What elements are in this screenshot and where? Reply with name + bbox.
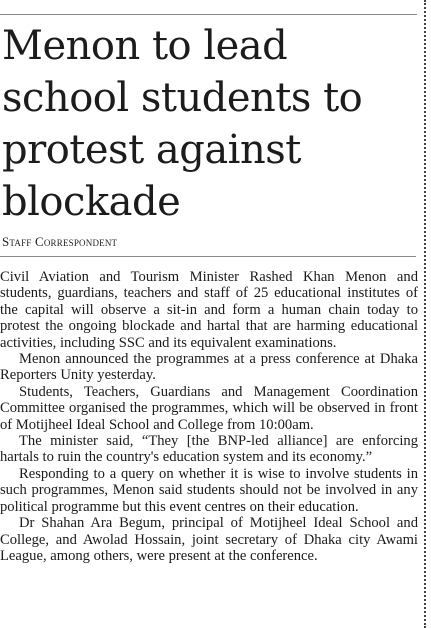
paragraph-3: Students, Teachers, Guardians and Management Coordination Committee organised the programmes, which will be observed in front of Motijheel Ideal School and College from 10:00am.	[0, 383, 418, 433]
paragraph-1: Civil Aviation and Tourism Minister Rashed Khan Menon and students, guardians, teachers and staff of 25 educational institutes of the capital will observe a sit-in and form a human chain today to protest the ongoing blockade and hartal that are harming educational activities, including SSC and its equivalent examinations.	[0, 269, 418, 351]
paragraph-5: Responding to a query on whether it is wise to involve students in such programmes, Menon said students should not be involved in any political programme but this event centres on their education.	[0, 465, 418, 515]
paragraph-6: Dr Shahan Ara Begum, principal of Motijheel Ideal School and College, and Awolad Hossain, joint secretary of Dhaka city Awami League, among others, were present at the conference.	[0, 515, 418, 564]
top-rule	[0, 14, 417, 15]
byline: Staff Correspondent	[2, 234, 118, 249]
paragraph-2: Menon announced the programmes at a press conference at Dhaka Reporters Unity yesterday.	[0, 351, 418, 384]
article-body	[0, 269, 418, 564]
news-article	[0, 20, 418, 564]
headline: Menon to lead school students to protest against blockade	[2, 23, 363, 225]
byline-rule	[0, 256, 416, 257]
column-divider	[424, 0, 426, 628]
paragraph-4: The minister said, “They [the BNP-led alliance] are enforcing hartals to ruin the country's education system and its economy.”	[0, 433, 418, 466]
